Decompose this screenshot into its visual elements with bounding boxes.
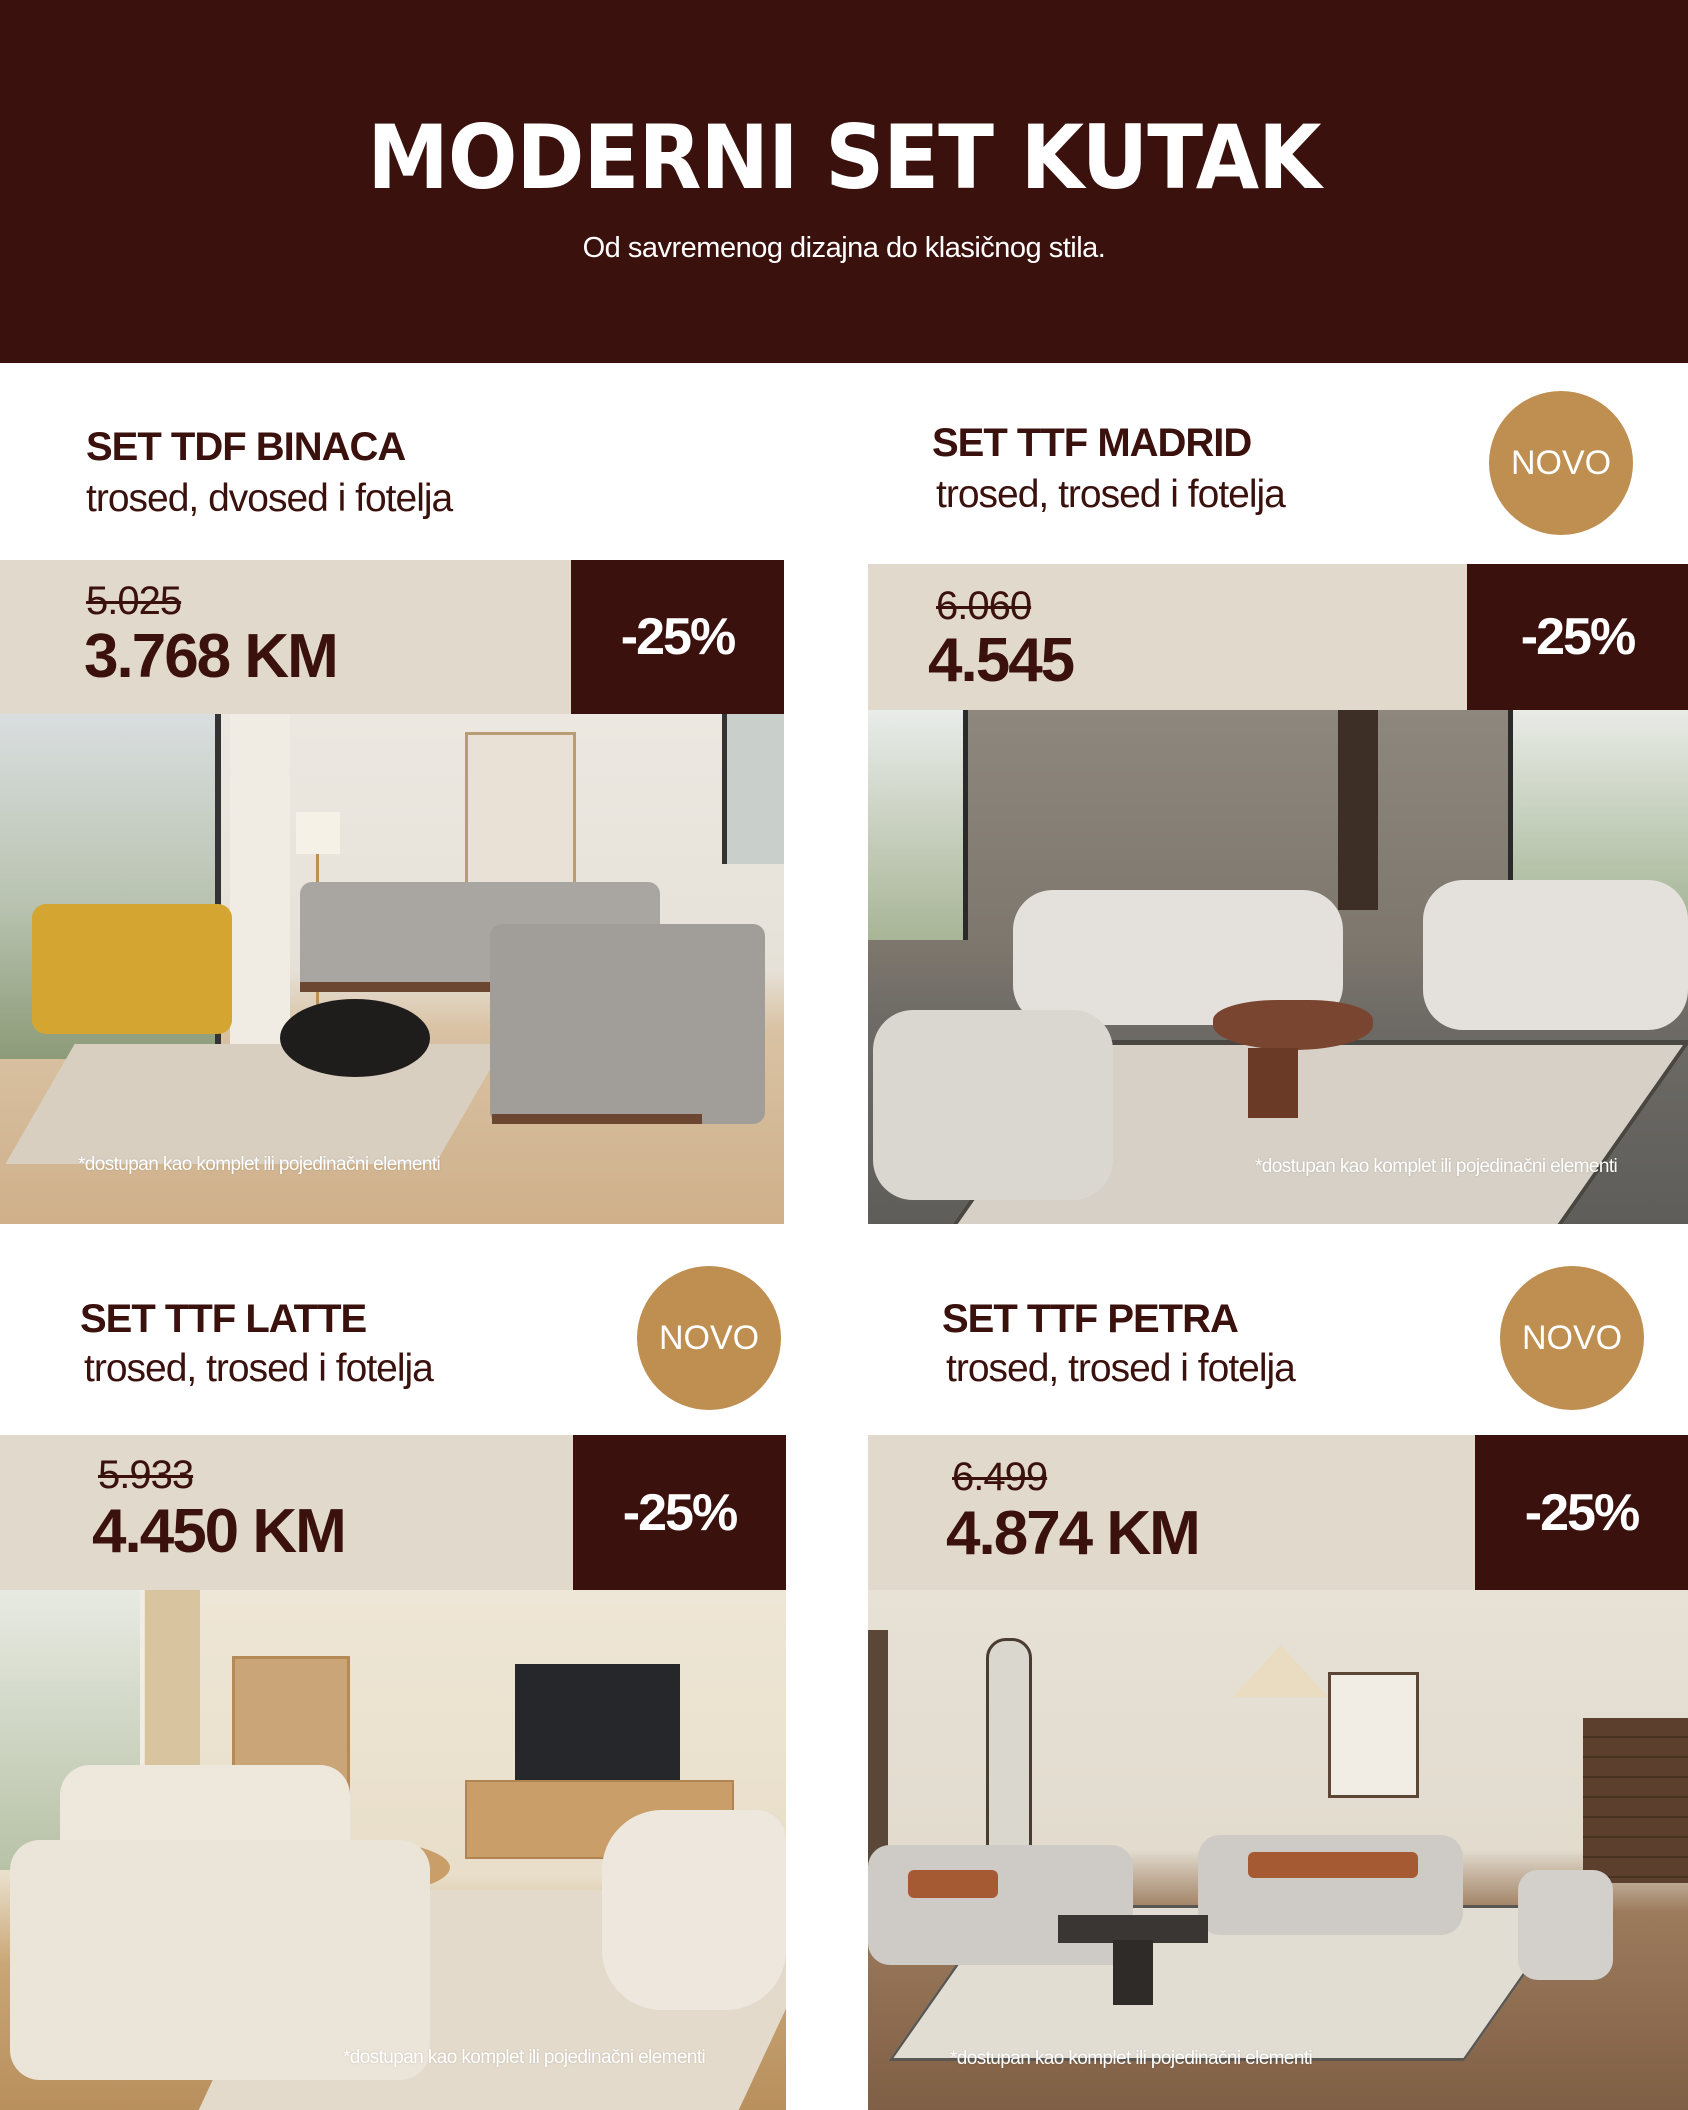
availability-note: *dostupan kao komplet ili pojedinačni elementi xyxy=(1255,1156,1618,1177)
page-subtitle: Od savremenog dizajna do klasičnog stila. xyxy=(582,232,1106,264)
window-decor xyxy=(868,710,968,940)
product-subtitle: trosed, trosed i fotelja xyxy=(946,1347,1295,1390)
product-photo-petra[interactable] xyxy=(868,1590,1688,2110)
loveseat-base-decor xyxy=(492,1114,702,1124)
price-bar xyxy=(868,564,1688,710)
product-subtitle: trosed, trosed i fotelja xyxy=(84,1347,433,1390)
armchair-shape xyxy=(1518,1870,1613,1980)
sofa-right-shape xyxy=(1198,1835,1463,1935)
price-bar xyxy=(868,1435,1688,1590)
new-badge: NOVO xyxy=(1489,391,1633,535)
price-bar xyxy=(0,560,784,714)
column-decor xyxy=(1338,710,1378,910)
coffee-table-shape xyxy=(1213,1000,1373,1050)
product-title: SET TTF LATTE xyxy=(80,1297,367,1341)
availability-note: *dostupan kao komplet ili pojedinačni elementi xyxy=(78,1154,441,1175)
old-price: 5.025 xyxy=(86,579,182,623)
availability-note: *dostupan kao komplet ili pojedinačni elementi xyxy=(343,2047,706,2068)
discount-badge: -25% xyxy=(573,1435,786,1590)
tv-decor xyxy=(515,1664,680,1782)
table-leg-decor xyxy=(1248,1048,1298,1118)
loveseat-shape xyxy=(10,1840,430,2080)
curtain-decor xyxy=(230,714,290,1044)
product-title: SET TDF BINACA xyxy=(86,425,406,469)
pillow-decor xyxy=(1248,1852,1418,1878)
page-title: MODERNI SET KUTAK xyxy=(367,106,1321,209)
loveseat-shape xyxy=(490,924,765,1124)
floor-lamp-decor xyxy=(296,812,340,854)
armchair-shape xyxy=(32,904,232,1034)
product-photo-binaca[interactable] xyxy=(0,714,784,1224)
availability-note: *dostupan kao komplet ili pojedinačni elementi xyxy=(950,2048,1313,2069)
pendant-lamp-decor xyxy=(1233,1645,1328,1697)
product-subtitle: trosed, trosed i fotelja xyxy=(936,473,1285,516)
coffee-table-shape xyxy=(1058,1915,1208,1943)
old-price: 6.060 xyxy=(936,584,1032,628)
table-leg-decor xyxy=(1113,1940,1153,2005)
product-title: SET TTF PETRA xyxy=(942,1297,1238,1341)
product-photo-latte[interactable] xyxy=(0,1590,786,2110)
old-price: 5.933 xyxy=(98,1453,194,1497)
discount-badge: -25% xyxy=(571,560,784,714)
armchair-shape xyxy=(873,1010,1113,1200)
old-price: 6.499 xyxy=(952,1455,1048,1499)
staircase-decor xyxy=(1583,1718,1688,1883)
page-header xyxy=(0,0,1688,363)
arch-window-decor xyxy=(986,1638,1032,1864)
product-title: SET TTF MADRID xyxy=(932,421,1252,465)
sofa-right-shape xyxy=(1423,880,1688,1030)
product-photo-madrid[interactable] xyxy=(868,710,1688,1224)
armchair-shape xyxy=(602,1810,786,2010)
sofa-shape xyxy=(868,1845,1133,1965)
pillow-decor xyxy=(908,1870,998,1898)
new-badge: NOVO xyxy=(637,1266,781,1410)
coffee-table-shape xyxy=(280,999,430,1077)
discount-badge: -25% xyxy=(1467,564,1688,710)
discount-badge: -25% xyxy=(1475,1435,1688,1590)
new-price: 4.874 KM xyxy=(946,1499,1199,1568)
wall-art-decor xyxy=(1328,1672,1419,1798)
rug-decor xyxy=(5,1044,504,1164)
new-price: 3.768 KM xyxy=(84,622,337,691)
product-subtitle: trosed, dvosed i fotelja xyxy=(86,477,453,520)
new-price: 4.545 xyxy=(928,626,1074,695)
window-right-decor xyxy=(722,714,784,864)
price-bar xyxy=(0,1435,786,1590)
new-price: 4.450 KM xyxy=(92,1497,345,1566)
new-badge: NOVO xyxy=(1500,1266,1644,1410)
